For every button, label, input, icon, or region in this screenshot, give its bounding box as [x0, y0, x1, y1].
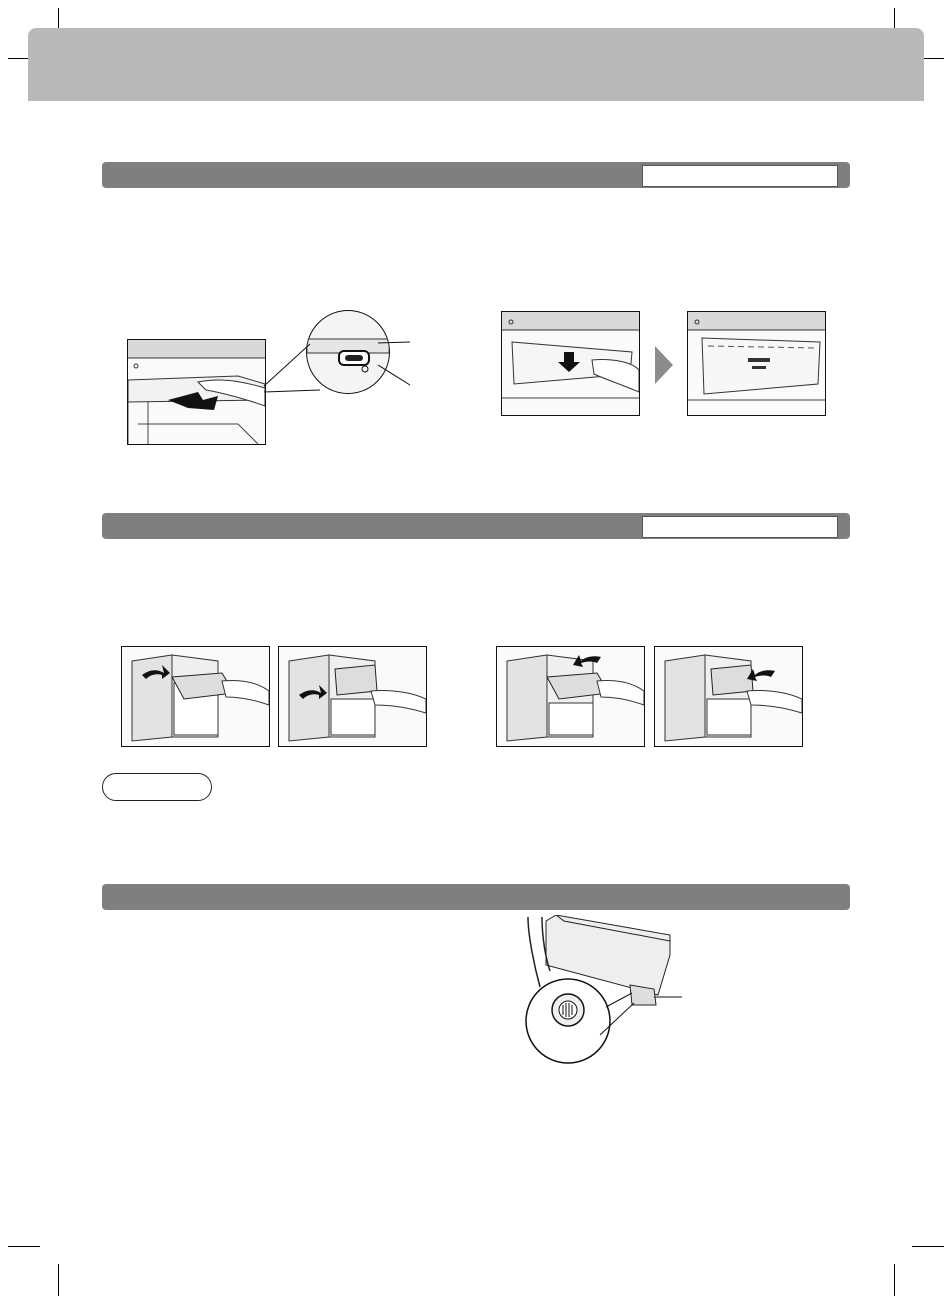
illustration-shelf-insert [501, 311, 640, 416]
note-label [102, 773, 212, 801]
section-tab [642, 516, 838, 538]
illustration-shelf-installed [687, 311, 826, 416]
illustration-shelf-removal [127, 339, 266, 445]
callout-lines [250, 330, 420, 410]
illustration-icebox-remove-1 [121, 646, 270, 747]
section-bar-1 [102, 162, 850, 188]
crop-mark [894, 1264, 895, 1296]
section-tab [642, 165, 838, 187]
section-bar-2 [102, 513, 850, 539]
step-arrow-icon [655, 346, 673, 384]
illustration-icebox-remove-2 [278, 646, 427, 747]
illustration-leveling-foot [520, 915, 690, 1067]
crop-mark [58, 1264, 59, 1296]
crop-mark [8, 1246, 40, 1247]
section-bar-3 [102, 884, 850, 910]
crop-mark [912, 1246, 944, 1247]
illustration-icebox-insert-1 [496, 646, 645, 747]
page-header-band [28, 28, 924, 101]
illustration-icebox-insert-2 [654, 646, 803, 747]
